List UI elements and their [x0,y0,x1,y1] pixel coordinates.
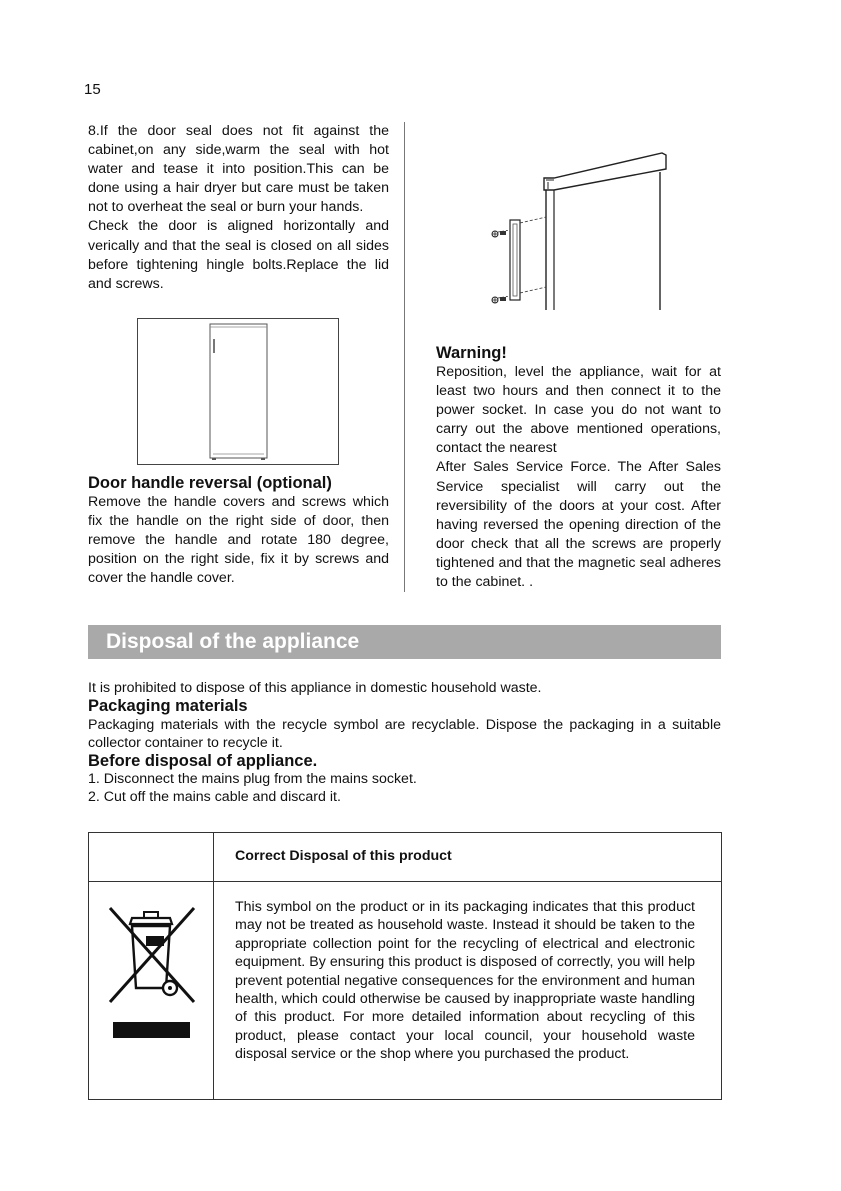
seal-instructions [88,122,389,294]
door-handle-heading: Door handle reversal (optional) [88,474,332,492]
fridge-front-figure [137,318,339,465]
weee-text-cell [235,898,695,1064]
table-divider [213,833,214,1099]
seal-paragraph: 8.If the door seal does not fit against the cabinet,on any side,warm the seal with hot water and tease it into position.This can be done using a hair dryer but care must be taken not to overheat the seal or burn your hands. [88,123,389,216]
after-sales-paragraph: After Sales Service Force. The After Sales Service specialist will carry out the reversibility of the doors at your cost. After having reversed the opening direction of the door check that all the screws are properly tightened and that the magnetic seal adheres to the cabinet. . [436,459,721,591]
weee-text: This symbol on the product or in its packaging indicates that this product may not be treated as household waste. Instead it should be taken to the appropriate collection point for the recycling of electrical and electronic equipment. By ensuring this product is disposed of correctly, you will help prevent potential negative consequences for the environment and human health, which could otherwise be caused by inappropriate waste handling of this product. For more detailed information about recycling of this product, please contact your local council, your household waste disposal service or the shop where you purchased the product. [235,899,695,1063]
table-divider [89,881,721,882]
door-handle-figure [484,145,684,315]
disposal-banner: Disposal of the appliance [88,625,721,659]
weee-table [88,832,722,1100]
door-handle-text: Remove the handle covers and screws which fix the handle on the right side of door, then remove the handle and rotate 180 degree, position on the right side, fix it by screws and cover the handle cover. [88,494,389,587]
packaging-heading: Packaging materials [88,697,248,715]
door-handle-icon [484,145,684,315]
door-handle-section [88,474,389,588]
column-divider [404,122,405,592]
fridge-icon [138,319,338,464]
alignment-paragraph: Check the door is aligned horizontally and verically and that the seal is closed on all sides before tightening hingle bolts.Replace the lid and screws. [88,218,389,292]
disposal-step: 2. Cut off the mains cable and discard it. [88,789,341,805]
warning-paragraph: Reposition, level the appliance, wait for at least two hours and then connect it to the power socket. In case you do not want to carry out the above mentioned operations, contact the nearest [436,364,721,457]
warning-heading: Warning! [436,344,507,362]
crossed-out-wheelie-bin-icon [100,896,200,1051]
before-disposal-heading: Before disposal of appliance. [88,751,318,770]
weee-title: Correct Disposal of this product [235,848,452,864]
disposal-step: 1. Disconnect the mains plug from the mains socket. [88,771,417,787]
packaging-text: Packaging materials with the recycle symbol are recyclable. Dispose the packaging in a suitable collector container to recycle it. [88,716,721,751]
page-number: 15 [84,81,101,98]
warning-section [436,344,721,592]
disposal-section [88,679,721,806]
disposal-intro: It is prohibited to dispose of this appliance in domestic household waste. [88,680,542,696]
